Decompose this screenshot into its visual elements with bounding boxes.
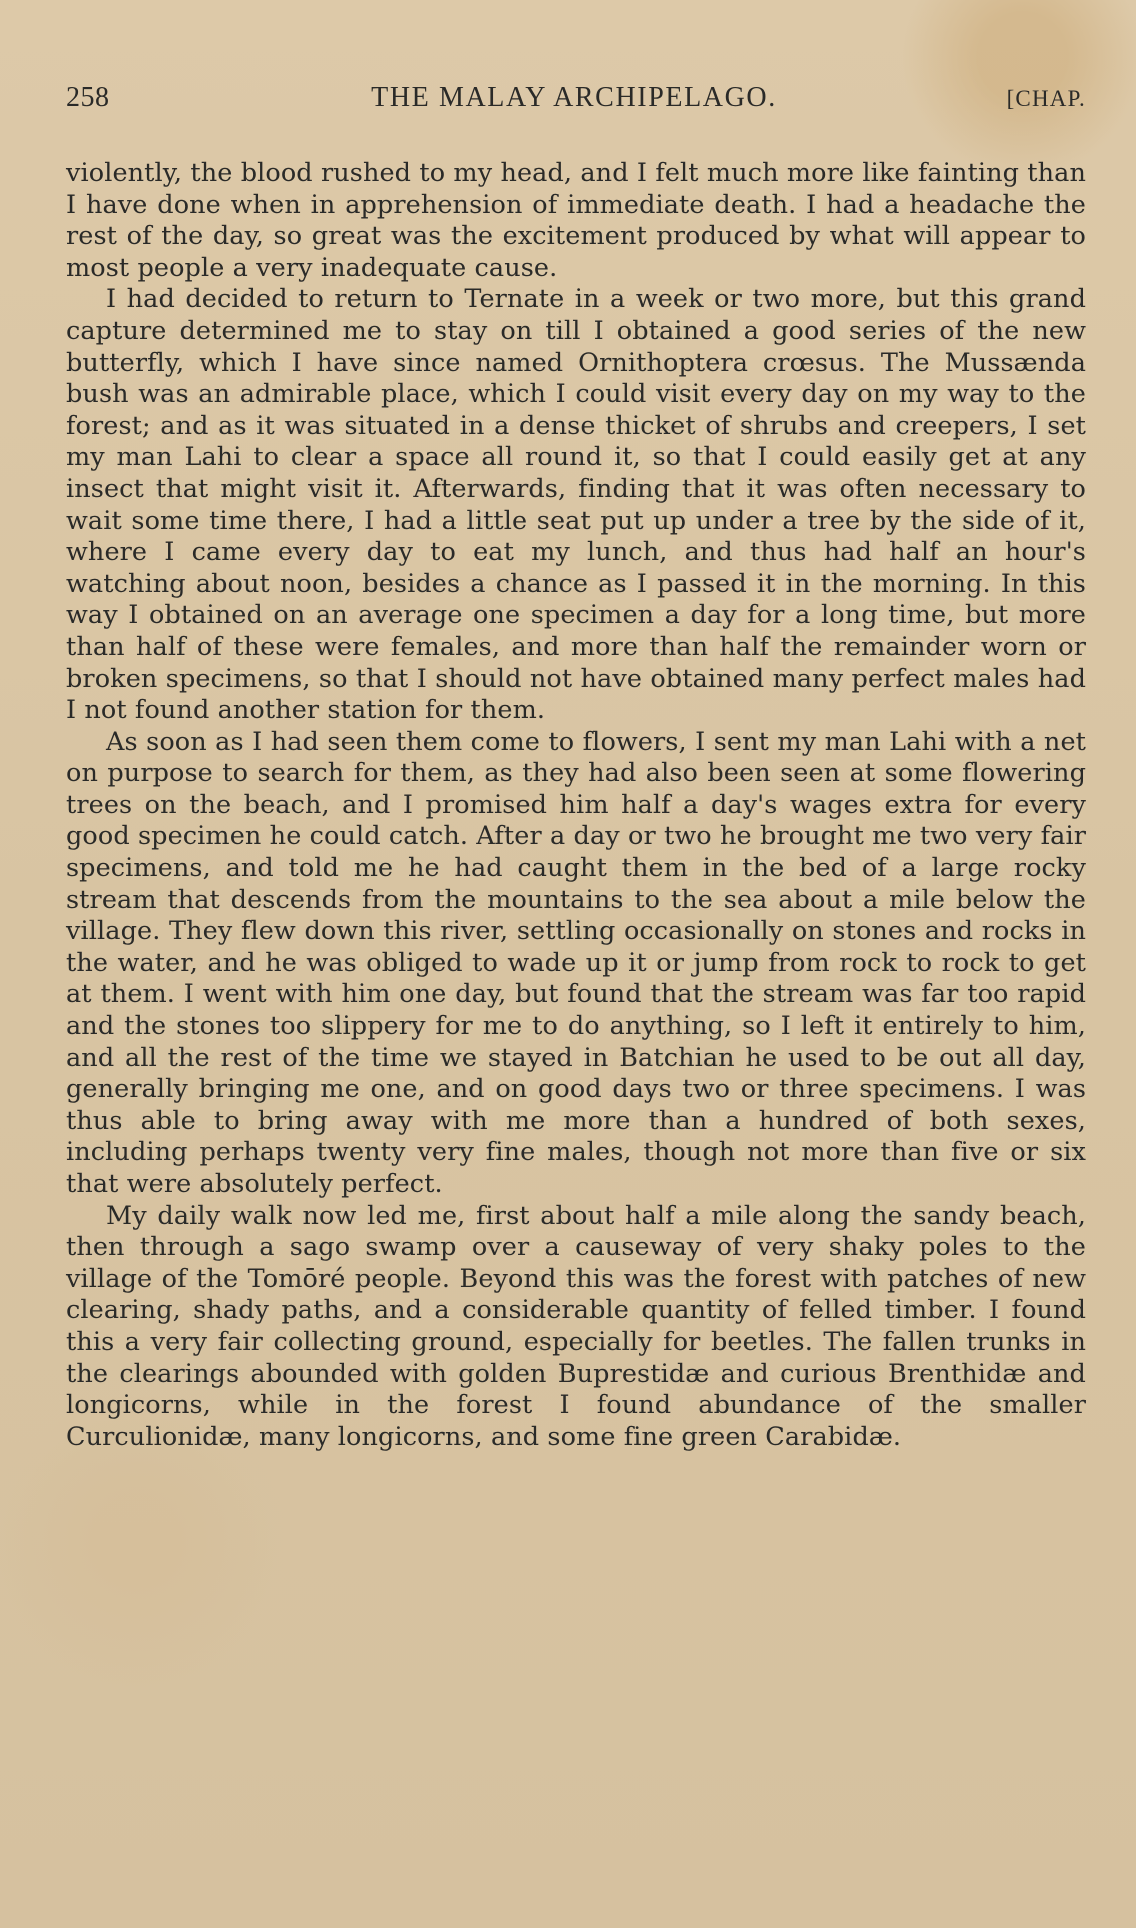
running-title: THE MALAY ARCHIPELAGO.	[371, 82, 777, 113]
paragraph: I had decided to return to Ternate in a week or two more, but this grand capture determined me to stay on till I obtained a good series of the new butterfly, which I have since named Ornithoptera crœsus. The Mussænda bush was an admirable place, which I could visit every day on my way to the forest; and as it was situated in a dense thicket of shrubs and creepers, I set my man Lahi to clear a space all round it, so that I could easily get at any insect that might visit it. Afterwards, finding that it was often necessary to wait some time there, I had a little seat put up under a tree by the side of it, where I came every day to eat my lunch, and thus had half an hour's watching about noon, besides a chance as I passed it in the morning. In this way I obtained on an average one specimen a day for a long time, but more than half of these were females, and more than half the remainder worn or broken specimens, so that I should not have obtained many perfect males had I not found another station for them.	[66, 284, 1086, 726]
page-body	[66, 158, 1086, 1453]
chapter-marker: [CHAP.	[1006, 86, 1086, 111]
page-header	[66, 82, 1086, 138]
paragraph: violently, the blood rushed to my head, and I felt much more like fainting than I have done when in apprehension of immediate death. I had a headache the rest of the day, so great was the excitement produced by what will appear to most people a very inadequate cause.	[66, 158, 1086, 283]
paragraph: As soon as I had seen them come to flowers, I sent my man Lahi with a net on purpose to search for them, as they had also been seen at some flowering trees on the beach, and I promised him half a day's wages extra for every good specimen he could catch. After a day or two he brought me two very fair specimens, and told me he had caught them in the bed of a large rocky stream that descends from the mountains to the sea about a mile below the village. They flew down this river, settling occasionally on stones and rocks in the water, and he was obliged to wade up it or jump from rock to rock to get at them. I went with him one day, but found that the stream was far too rapid and the stones too slippery for me to do anything, so I left it entirely to him, and all the rest of the time we stayed in Batchian he used to be out all day, generally bringing me one, and on good days two or three specimens. I was thus able to bring away with me more than a hundred of both sexes, including perhaps twenty very fine males, though not more than five or six that were absolutely perfect.	[66, 726, 1086, 1199]
paragraph: My daily walk now led me, first about half a mile along the sandy beach, then through a sago swamp over a causeway of very shaky poles to the village of the Tomōré people. Beyond this was the forest with patches of new clearing, shady paths, and a considerable quantity of felled timber. I found this a very fair collecting ground, especially for beetles. The fallen trunks in the clearings abounded with golden Buprestidæ and curious Brenthidæ and longicorns, while in the forest I found abundance of the smaller Curculionidæ, many longicorns, and some fine green Carabidæ.	[66, 1200, 1086, 1452]
page-number: 258	[66, 82, 110, 113]
